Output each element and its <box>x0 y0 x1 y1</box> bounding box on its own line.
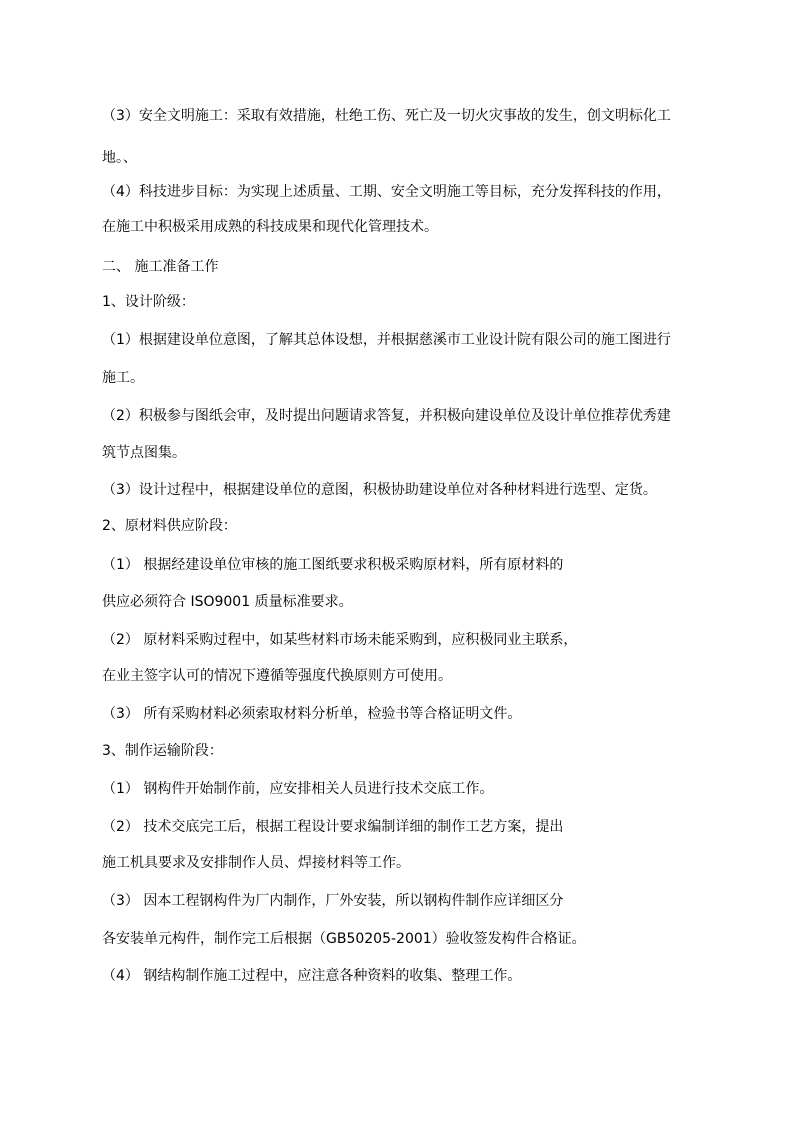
paragraph-line: （4）科技进步目标：为实现上述质量、工期、安全文明施工等目标，充分发挥科技的作用， <box>102 184 671 200</box>
paragraph-line: 各安装单元构件，制作完工后根据（GB50205-2001）验收签发构件合格证。 <box>102 931 586 947</box>
paragraph-line: （1） 根据经建设单位审核的施工图纸要求积极采购原材料，所有原材料的 <box>102 557 564 573</box>
paragraph-line: （2） 技术交底完工后，根据工程设计要求编制详细的制作工艺方案，提出 <box>102 819 564 835</box>
paragraph-line: 施工。 <box>102 370 144 386</box>
paragraph-line: 筑节点图集。 <box>102 445 186 461</box>
paragraph-line: （3）设计过程中，根据建设单位的意图，积极协助建设单位对各种材料进行选型、定货。 <box>102 482 657 498</box>
subsection-heading: 1、设计阶级： <box>102 294 195 310</box>
paragraph-line: （2） 原材料采购过程中，如某些材料市场未能采购到，应积极同业主联系， <box>102 632 578 648</box>
paragraph-line: （3） 所有采购材料必须索取材料分析单，检验书等合格证明文件。 <box>102 706 522 722</box>
paragraph-line: （4） 钢结构制作施工过程中，应注意各种资料的收集、整理工作。 <box>102 968 522 984</box>
paragraph-line: （3） 因本工程钢构件为厂内制作，厂外安装，所以钢构件制作应详细区分 <box>102 893 564 909</box>
section-heading: 二、 施工准备工作 <box>102 259 219 275</box>
subsection-heading: 2、原材料供应阶段： <box>102 518 237 534</box>
subsection-heading: 3、制作运输阶段： <box>102 743 223 759</box>
paragraph-line: （1）根据建设单位意图，了解其总体设想，并根据慈溪市工业设计院有限公司的施工图进行 <box>102 332 671 348</box>
paragraph-line: 在施工中积极采用成熟的科技成果和现代化管理技术。 <box>102 219 438 235</box>
paragraph-line: 施工机具要求及安排制作人员、焊接材料等工作。 <box>102 855 410 871</box>
paragraph-line: （3）安全文明施工：采取有效措施，杜绝工伤、死亡及一切火灾事故的发生，创文明标化工 <box>102 108 671 124</box>
paragraph-line: （1） 钢构件开始制作前，应安排相关人员进行技术交底工作。 <box>102 781 494 797</box>
paragraph-line: 在业主签字认可的情况下遵循等强度代换原则方可使用。 <box>102 668 452 684</box>
paragraph-line: 供应必须符合 ISO9001 质量标准要求。 <box>102 594 353 610</box>
paragraph-line: 地。、 <box>102 150 137 166</box>
paragraph-line: （2）积极参与图纸会审，及时提出问题请求答复，并积极向建设单位及设计单位推荐优秀建 <box>102 408 671 424</box>
